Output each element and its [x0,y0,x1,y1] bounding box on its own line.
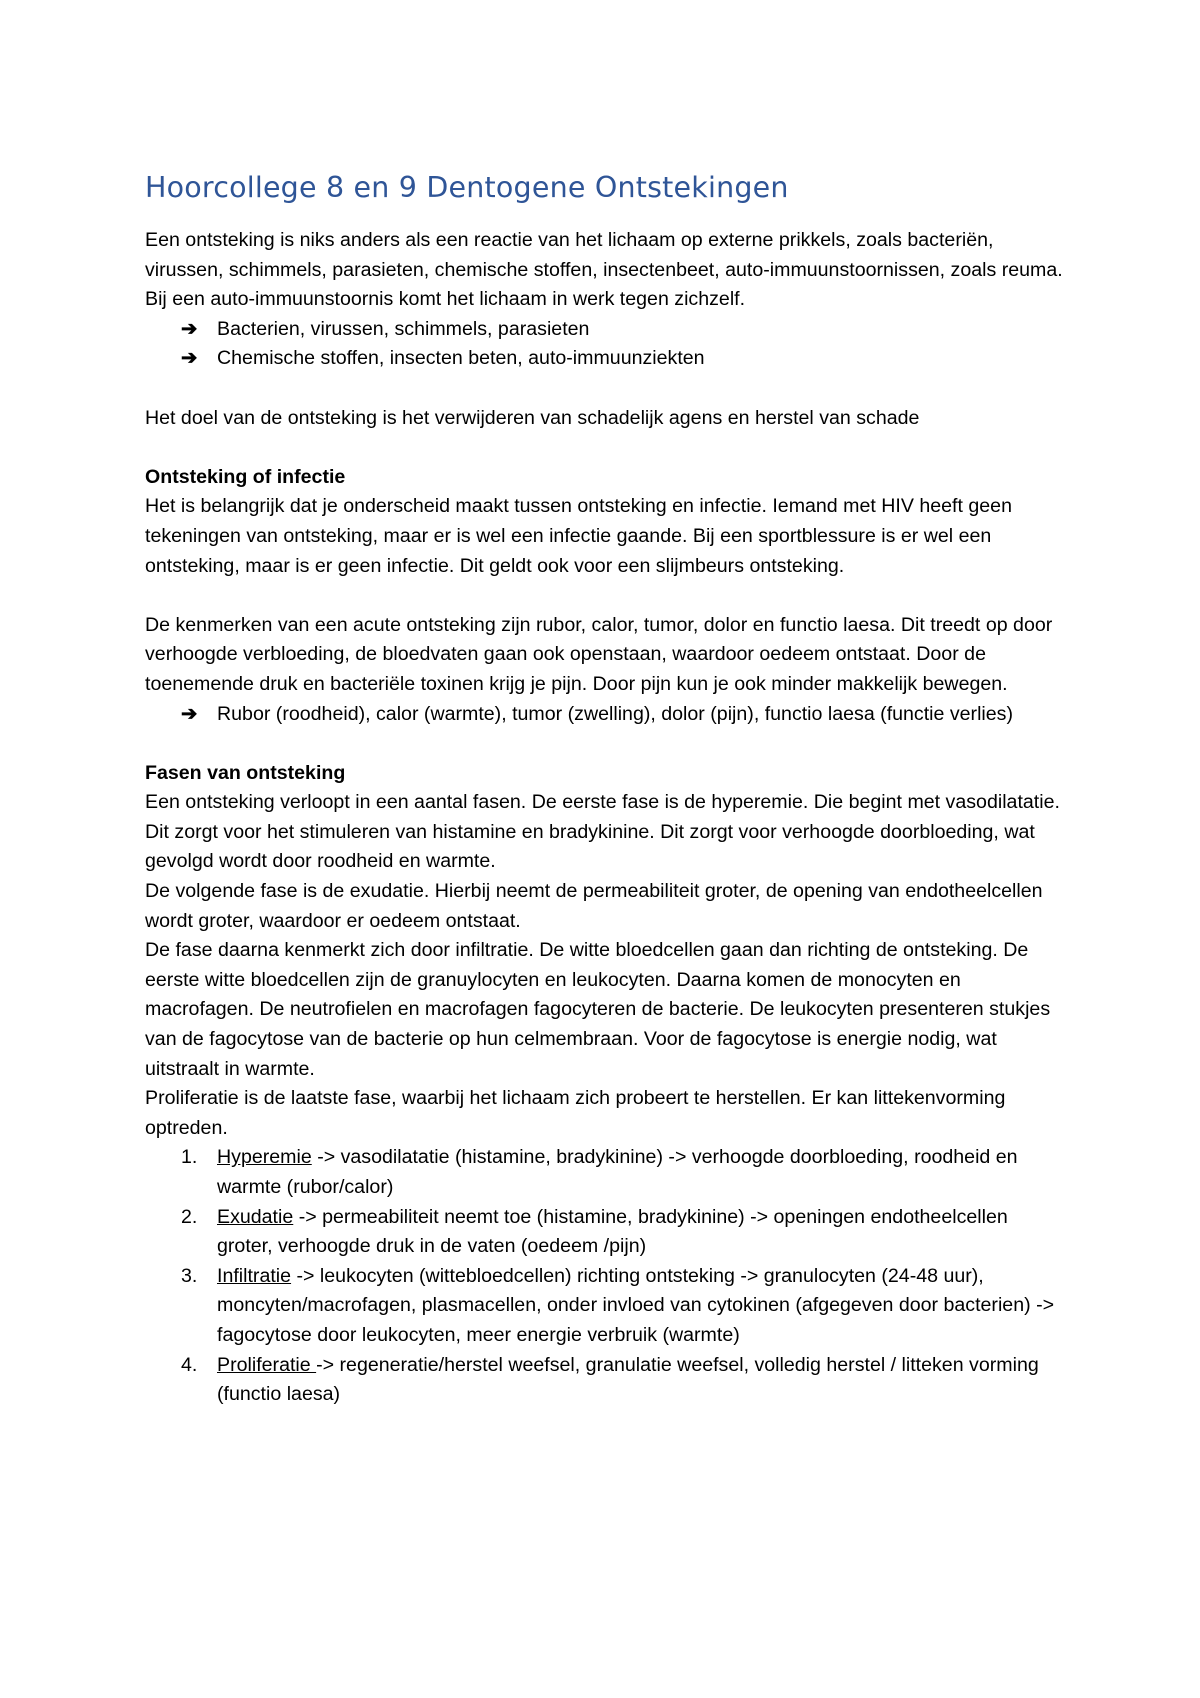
document-title: Hoorcollege 8 en 9 Dentogene Ontstekingen [145,171,789,204]
infection-paragraph: Het is belangrijk dat je onderscheid maakt tussen ontsteking en infectie. Iemand met HIV heeft geen tekeningen van ontsteking, maar er is wel een infectie gaande. Bij een sportblessure is er wel een ontsteking, maar is er geen infectie. Dit geldt ook voor een slijmbeurs ontsteking. [145,495,1012,577]
list-item [181,700,1065,730]
arrow-bullet-icon: ➔ [181,347,198,370]
list-item [181,344,1065,374]
section-heading-infection: Ontsteking of infectie [145,465,346,488]
phase-description: -> regeneratie/herstel weefsel, granulatie weefsel, volledig herstel / litteken vorming (functio laesa) [217,1353,1039,1406]
phase-description: -> leukocyten (wittebloedcellen) richting ontsteking -> granulocyten (24-48 uur), moncyten/macrofagen, plasmacellen, onder invloed van cytokinen (afgegeven door bacterien) -> fagocytose door leukocyten, meer energie verbruik (warmte) [217,1264,1055,1346]
list-number: 1. [181,1146,198,1169]
bullet-text: Chemische stoffen, insecten beten, auto-immuunziekten [217,347,705,370]
bullet-text: Rubor (roodheid), calor (warmte), tumor (zwelling), dolor (pijn), functio laesa (functie verlies) [217,702,1014,725]
arrow-bullet-icon: ➔ [181,702,198,725]
phases-paragraph-2: De volgende fase is de exudatie. Hierbij neemt de permeabiliteit groter, de opening van endotheelcellen wordt groter, waardoor er oedeem ontstaat. [145,880,1043,932]
arrow-bullet-icon: ➔ [181,317,198,340]
phases-paragraph-4: Proliferatie is de laatste fase, waarbij het lichaam zich probeert te herstellen. Er kan littekenvorming optreden. [145,1087,1006,1139]
phases-paragraph-1: Een ontsteking verloopt in een aantal fasen. De eerste fase is de hyperemie. Die begint met vasodilatatie. Dit zorgt voor het stimuleren van histamine en bradykinine. Dit zorgt voor verhoogde doorbloeding, wat gevolgd wordt door roodheid en warmte. [145,791,1060,873]
list-item [181,1203,1065,1262]
section-heading-phases: Fasen van ontsteking [145,761,346,784]
phase-term: Infiltratie [217,1264,292,1287]
phases-numbered-list [145,1143,1065,1409]
phase-description: -> permeabiliteit neemt toe (histamine, bradykinine) -> openingen endotheelcellen groter, verhoogde druk in de vaten (oedeem /pijn) [217,1205,1008,1258]
document-page [145,160,1065,1410]
list-number: 3. [181,1264,198,1287]
list-item [181,1351,1065,1410]
bullet-text: Bacterien, virussen, schimmels, parasieten [217,317,590,340]
features-bullet-list [145,700,1065,730]
list-number: 4. [181,1353,198,1376]
goal-paragraph: Het doel van de ontsteking is het verwijderen van schadelijk agens en herstel van schade [145,406,920,429]
intro-bullet-list [145,315,1065,374]
phase-description: -> vasodilatatie (histamine, bradykinine) -> verhoogde doorbloeding, roodheid en warmte (rubor/calor) [217,1146,1018,1198]
phase-term: Proliferatie [217,1353,317,1376]
phase-term: Exudatie [217,1205,294,1228]
phases-paragraph-3: De fase daarna kenmerkt zich door infiltratie. De witte bloedcellen gaan dan richting de ontsteking. De eerste witte bloedcellen zijn de granuylocyten en leukocyten. Daarna komen de monocyten en macrofagen. De neutrofielen en macrofagen fagocyteren de bacterie. De leukocyten presenteren stukjes van de fagocytose van de bacterie op hun celmembraan. Voor de fagocytose is energie nodig, wat uitstraalt in warmte. [145,939,1051,1080]
list-item [181,1143,1065,1202]
list-item [181,315,1065,345]
list-number: 2. [181,1205,198,1228]
phase-term: Hyperemie [217,1146,312,1169]
list-item [181,1262,1065,1351]
intro-paragraph: Een ontsteking is niks anders als een reactie van het lichaam op externe prikkels, zoals bacteriën, virussen, schimmels, parasieten, chemische stoffen, insectenbeet, auto-immuunstoornissen, zoals reuma. Bij een auto-immuunstoornis komt het lichaam in werk tegen zichzelf. [145,229,1063,311]
features-paragraph: De kenmerken van een acute ontsteking zijn rubor, calor, tumor, dolor en functio laesa. Dit treedt op door verhoogde verbloeding, de bloedvaten gaan ook openstaan, waardoor oedeem ontstaat. Door de toenemende druk en bacteriële toxinen krijg je pijn. Door pijn kun je ook minder makkelijk bewegen. [145,613,1053,695]
